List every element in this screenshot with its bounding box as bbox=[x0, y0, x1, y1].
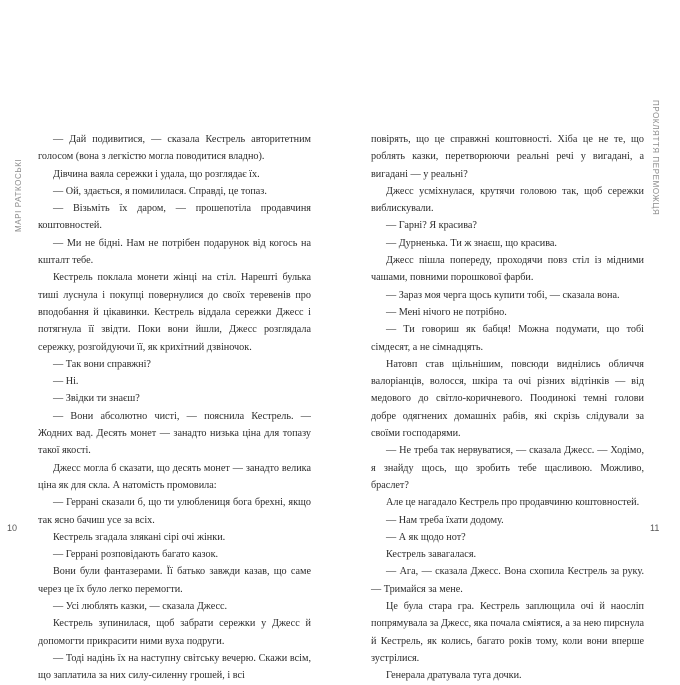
paragraph: — Мені нічого не потрібно. bbox=[386, 306, 507, 318]
paragraph: — Звідки ти знаєш? bbox=[53, 393, 140, 405]
paragraph: — Ага, — сказала Джесс. Вона схопила Кестрель за руку. — Тримайся за мене. bbox=[371, 566, 644, 595]
paragraph: — Ти говориш як бабця! Можна подумати, що тобі сімдесят, а не сімнадцять. bbox=[371, 324, 644, 353]
paragraph: Кестрель завагалася. bbox=[386, 549, 477, 561]
paragraph: — Зараз моя черга щось купити тобі, — сказала вона. bbox=[386, 289, 620, 301]
paragraph: Це була стара гра. Кестрель заплющила очі й наосліп попрямувала за Джесс, яка почала сміятися, а за нею пирснула й Кестрель, як колись, багато років тому, коли вони вперше зустрілися. bbox=[371, 601, 644, 664]
paragraph: — Гарні? Я красива? bbox=[386, 220, 477, 232]
paragraph: — Ой, здається, я помилилася. Справді, це топаз. bbox=[53, 185, 267, 197]
paragraph: Джесс усміхнулася, крутячи головою так, щоб сережки виблискували. bbox=[371, 185, 644, 215]
paragraph: Джесс пішла попереду, проходячи повз стіл із мідними чашами, повними порошкової фарби. bbox=[371, 255, 644, 284]
paragraph: Кестрель поклала монети жінці на стіл. Нарешті булька тиші луснула і покупці повернулися до своїх теревенів про вподобання й цікавинки. Кестрель віддала сережки Джесс і потягнула її звідти. Поки вони йшли, Джесс розглядала сережку, розгойдуючи її, як крихітний дзвіночок. bbox=[38, 272, 311, 353]
paragraph: Дівчина ваяла сережки і удала, що розглядає їх. bbox=[53, 168, 260, 180]
paragraph: — Ми не бідні. Нам не потрібен подарунок від когось на кшталт тебе. bbox=[38, 237, 311, 267]
paragraph: — Геррані розповідають багато казок. bbox=[53, 549, 219, 561]
running-head-title: ПРОКЛЯТТЯ ПЕРЕМОЖЦЯ bbox=[651, 100, 660, 216]
paragraph: Кестрель зупинилася, щоб забрати сережки у Джесс й допомогти прикрасити ними вуха подруги. bbox=[38, 618, 311, 647]
right-page-text bbox=[371, 131, 644, 685]
paragraph: Генерала дратувала туга дочки. bbox=[386, 670, 522, 682]
paragraph: — Вони абсолютно чисті, — пояснила Кестрель. — Жодних вад. Десять монет — занадто низька ціна для топазу такої якості. bbox=[38, 410, 311, 457]
paragraph: Кестрель згадала злякані сірі очі жінки. bbox=[53, 531, 226, 543]
paragraph: — А як щодо нот? bbox=[386, 531, 466, 543]
paragraph: Вони були фантазерами. Її батько завжди казав, що саме через це їх було легко перемогти. bbox=[38, 566, 311, 595]
paragraph: — Так вони справжні? bbox=[53, 358, 151, 370]
paragraph: — Візьміть їх даром, — прошепотіла продавчиня коштовностей. bbox=[38, 203, 311, 232]
paragraph: — Нам треба їхати додому. bbox=[386, 514, 504, 526]
paragraph: Джесс могла б сказати, що десять монет — занадто велика ціна як для скла. А натомість промовила: bbox=[38, 462, 311, 491]
paragraph: — Тоді надінь їх на наступну світську вечерю. Скажи всім, що заплатила за них силу-силенну грошей, і всі bbox=[38, 652, 311, 682]
paragraph: — Усі люблять казки, — сказала Джесс. bbox=[53, 601, 228, 613]
paragraph: — Дурненька. Ти ж знаєш, що красива. bbox=[386, 237, 557, 249]
paragraph: Натовп став щільнішим, повсюди виднілись обличчя валоріанців, волосся, шкіра та очі різних відтінків — від медового до світло-коричневого. Поодинокі темні голови добре одягнених домашніх рабів, які скрізь слідували за своїми господарями. bbox=[371, 358, 644, 440]
running-head-author: МАРІ РАТКОСЬКІ bbox=[14, 158, 23, 232]
paragraph: повірять, що це справжні коштовності. Хіба це не те, що роблять казки, перетворюючи реальні речі у вигадані, а вигадані — у реальні? bbox=[371, 134, 644, 180]
left-page-text bbox=[38, 131, 311, 685]
paragraph: — Дай подивитися, — сказала Кестрель авторитетним голосом (вона з легкістю могла поводитися владно). bbox=[38, 134, 311, 163]
paragraph: — Ні. bbox=[53, 376, 79, 388]
page-number-right: 11 bbox=[650, 523, 660, 533]
page-number-left: 10 bbox=[7, 523, 18, 533]
paragraph: Але це нагадало Кестрель про продавчиню коштовностей. bbox=[386, 497, 640, 509]
paragraph: — Геррані сказали б, що ти улюблениця бога брехні, якщо так ясно бачиш усе за всіх. bbox=[38, 497, 311, 526]
paragraph: — Не треба так нервуватися, — сказала Джесс. — Ходімо, я знайду щось, що зробить тебе щасливою. Можливо, браслет? bbox=[371, 445, 644, 491]
